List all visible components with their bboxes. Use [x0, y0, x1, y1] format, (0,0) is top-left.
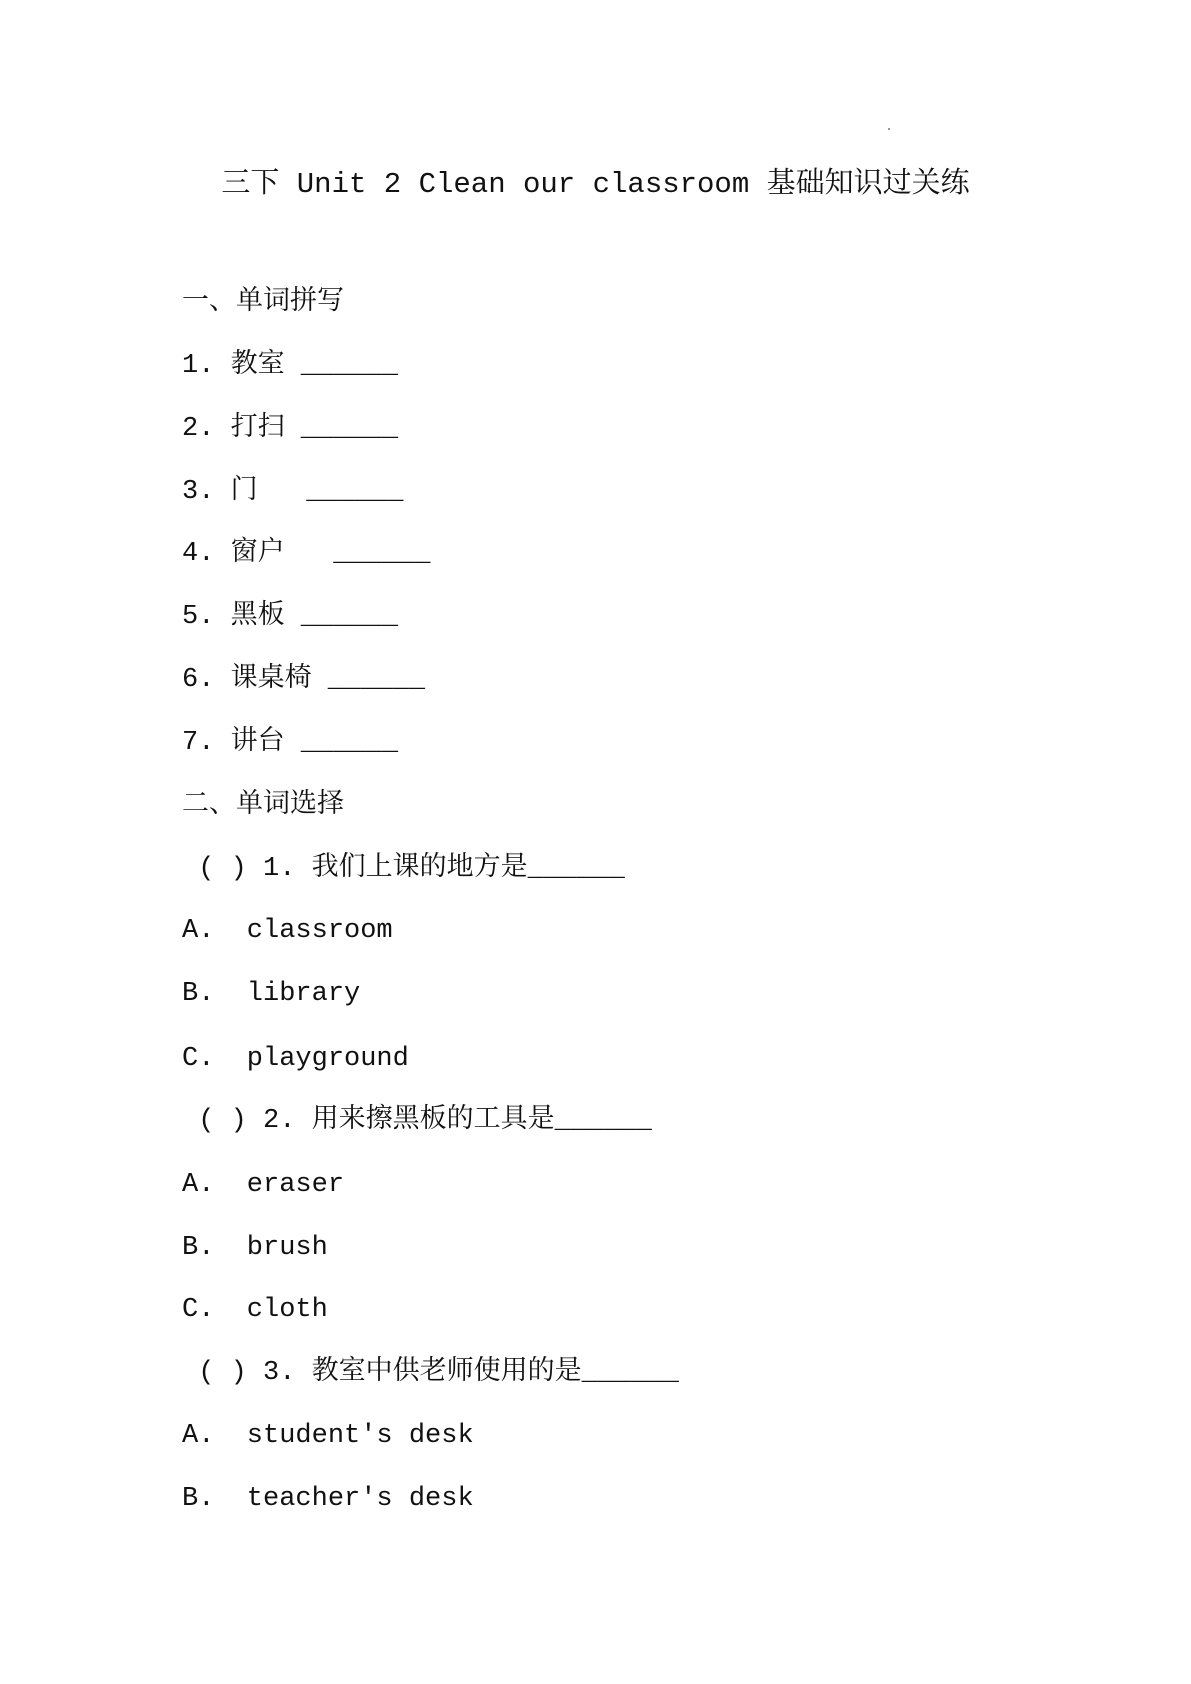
list-item: 3. 门 ______ — [182, 477, 404, 507]
option: A. eraser — [182, 1170, 345, 1200]
list-item: 5. 黑板 ______ — [182, 602, 399, 632]
option: C. cloth — [182, 1295, 328, 1325]
list-item: 1. 教室 ______ — [182, 351, 399, 381]
list-item: 2. 打扫 ______ — [182, 414, 399, 444]
option: C. playground — [182, 1044, 409, 1074]
section-heading: 二、单词选择 — [182, 791, 344, 821]
option: A. classroom — [182, 916, 393, 946]
option: B. teacher's desk — [182, 1484, 474, 1514]
list-item: 7. 讲台 ______ — [182, 728, 399, 758]
list-item: 4. 窗户 ______ — [182, 539, 431, 569]
question: ( ) 2. 用来擦黑板的工具是______ — [182, 1106, 652, 1136]
question: ( ) 1. 我们上课的地方是______ — [182, 854, 625, 884]
option: B. brush — [182, 1233, 328, 1263]
section-heading: 一、单词拼写 — [182, 288, 344, 318]
scan-speck — [888, 128, 890, 130]
option: B. library — [182, 979, 361, 1009]
page-title: 三下 Unit 2 Clean our classroom 基础知识过关练 — [221, 168, 970, 201]
question: ( ) 3. 教室中供老师使用的是______ — [182, 1358, 679, 1388]
list-item: 6. 课桌椅 ______ — [182, 665, 426, 695]
option: A. student's desk — [182, 1421, 474, 1451]
